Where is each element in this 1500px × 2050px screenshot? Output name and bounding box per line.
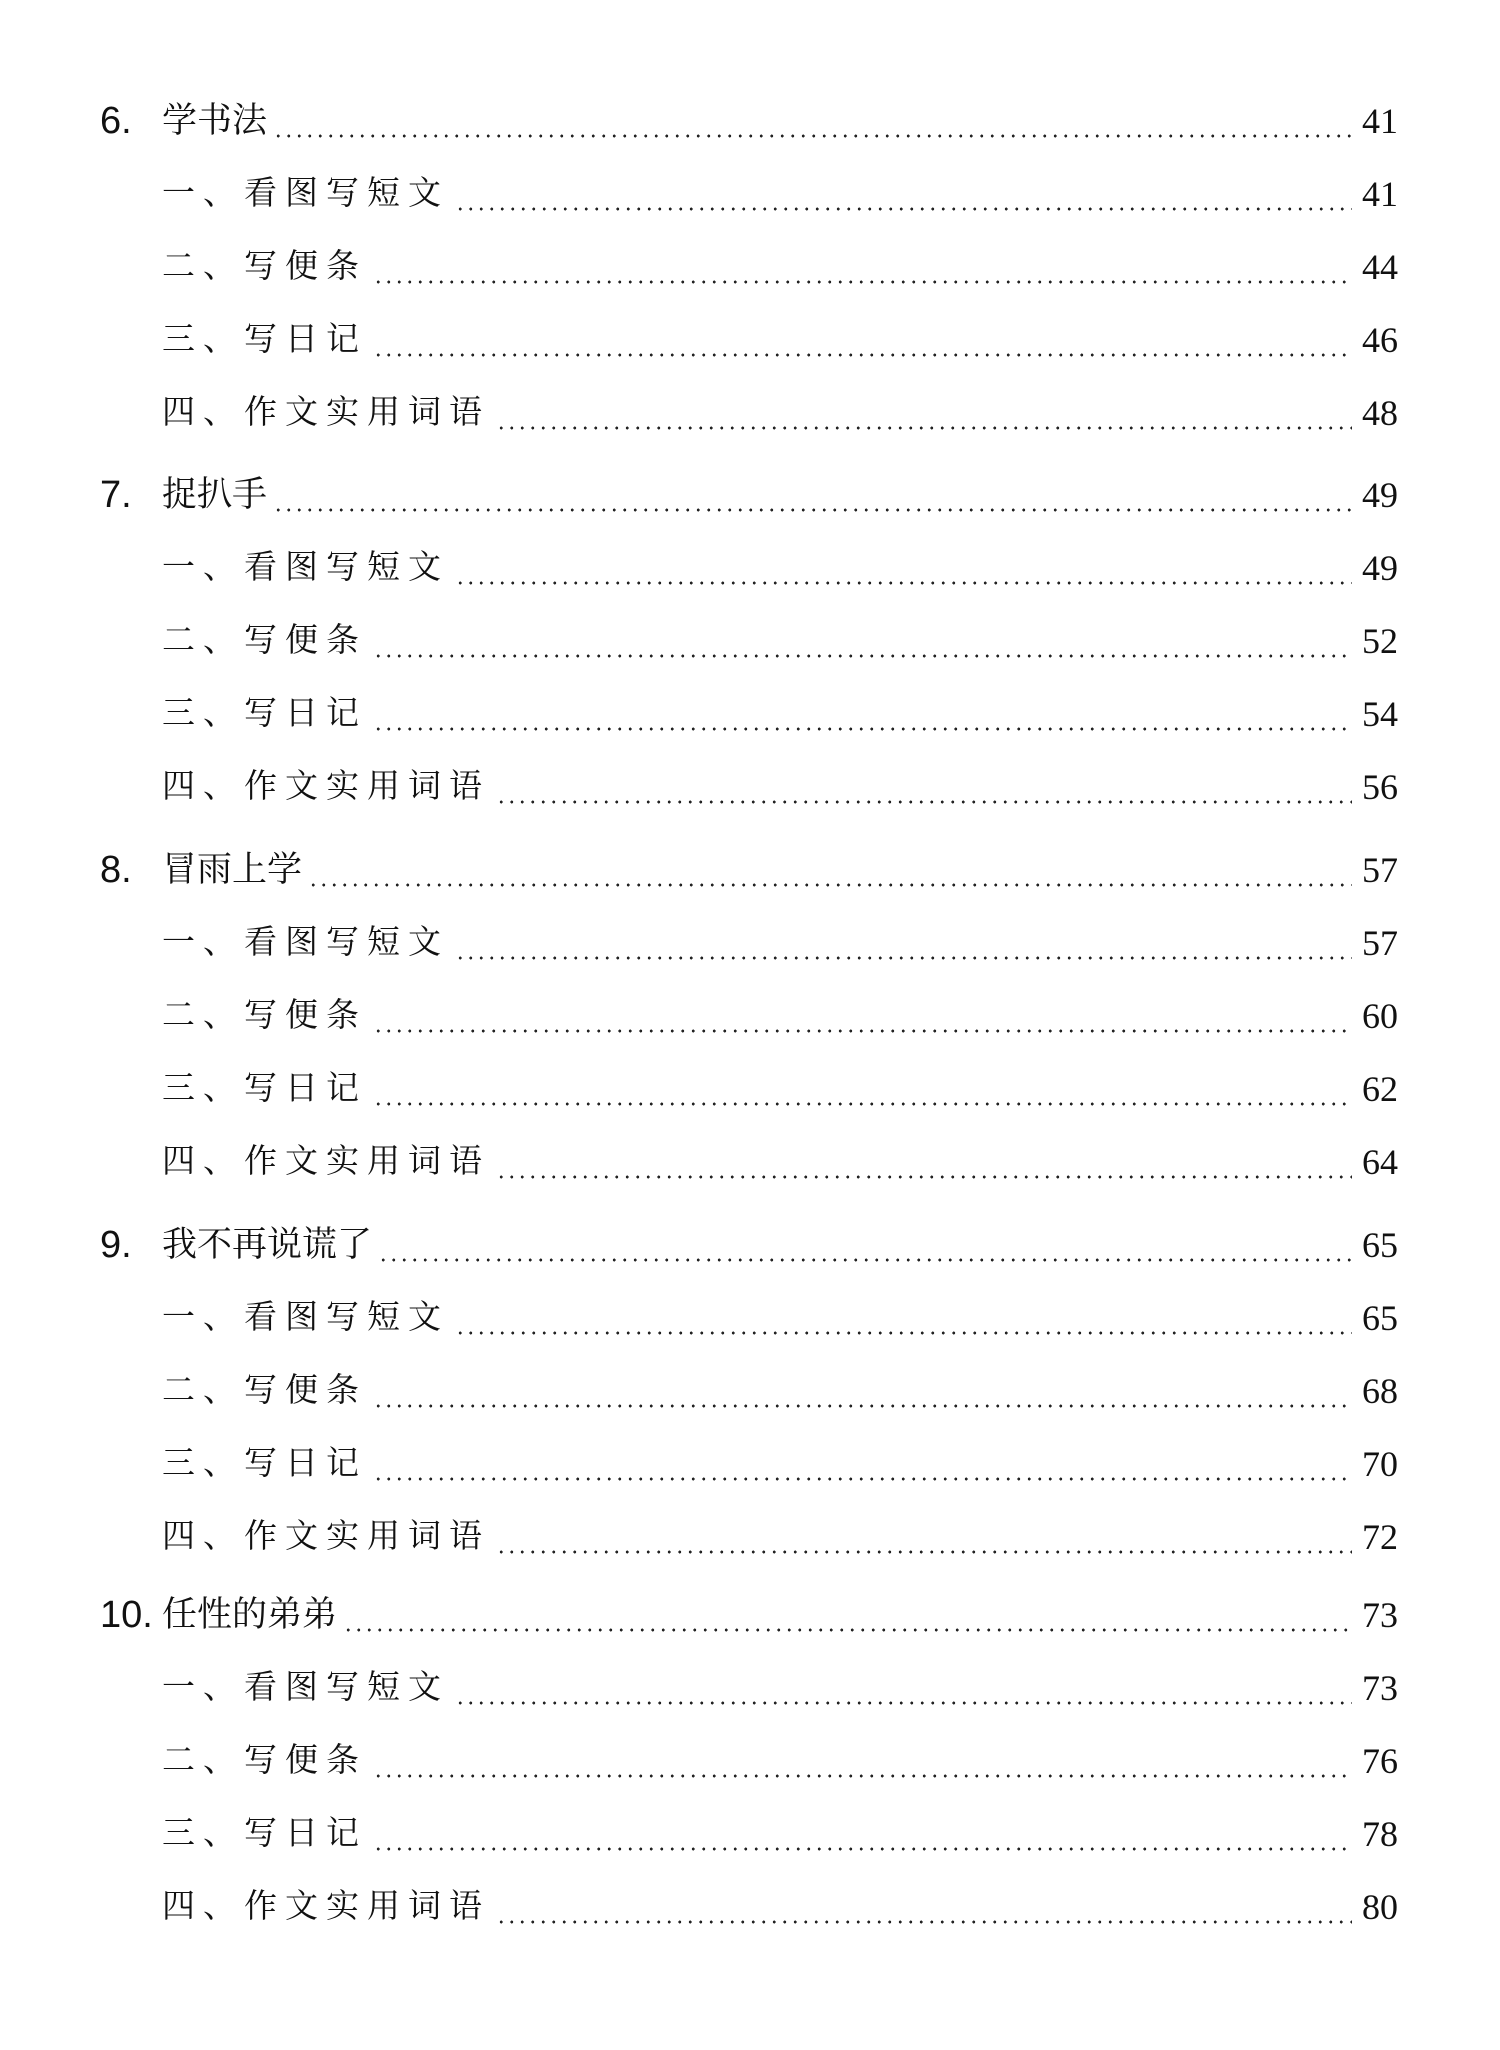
chapter-number: 9. [100,1224,132,1266]
page-number: 46 [1362,320,1398,360]
toc-chapter-9[interactable] [100,1223,1398,1267]
chapter-label [100,473,267,517]
chapter-number: 6. [100,100,132,142]
dot-leader [373,318,1352,362]
dot-leader [496,391,1352,435]
toc-section[interactable] [162,245,1398,289]
toc-section[interactable] [162,1812,1398,1856]
toc-section[interactable] [162,619,1398,663]
section-title: 二、写便条 [162,249,367,285]
toc-section[interactable] [162,1442,1398,1486]
page-number: 56 [1362,767,1398,807]
toc-section[interactable] [162,1666,1398,1710]
section-title: 二、写便条 [162,623,367,659]
page-number: 72 [1362,1517,1398,1557]
dot-leader [273,473,1352,517]
section-title: 一、看图写短文 [162,1670,449,1706]
toc-section[interactable] [162,921,1398,965]
chapter-title: 我不再说谎了 [162,1225,373,1264]
chapter-title: 捉扒手 [162,475,268,514]
dot-leader [496,1885,1352,1929]
toc-chapter-7[interactable] [100,473,1398,517]
section-title: 四、作文实用词语 [162,395,490,431]
page-number: 60 [1362,996,1398,1036]
section-title: 四、作文实用词语 [162,1889,490,1925]
dot-leader [378,1223,1352,1267]
chapter-label [100,99,267,143]
toc-section[interactable] [162,1739,1398,1783]
dot-leader [373,245,1352,289]
dot-leader [373,1442,1352,1486]
toc-section[interactable] [162,318,1398,362]
page-number: 78 [1362,1814,1398,1854]
toc-section[interactable] [162,172,1398,216]
dot-leader [455,1296,1352,1340]
dot-leader [373,1739,1352,1783]
page-number: 49 [1362,475,1398,515]
dot-leader [308,848,1352,892]
dot-leader [373,1369,1352,1413]
page-number: 52 [1362,621,1398,661]
section-title: 三、写日记 [162,1071,367,1107]
toc-section[interactable] [162,765,1398,809]
toc-section[interactable] [162,1369,1398,1413]
page-number: 76 [1362,1741,1398,1781]
dot-leader [496,1140,1352,1184]
toc-section[interactable] [162,692,1398,736]
toc-chapter-8[interactable] [100,848,1398,892]
page-number: 80 [1362,1887,1398,1927]
page-number: 57 [1362,850,1398,890]
page-number: 41 [1362,174,1398,214]
dot-leader [373,619,1352,663]
page-number: 49 [1362,548,1398,588]
toc-section[interactable] [162,391,1398,435]
page-number: 48 [1362,393,1398,433]
toc-section[interactable] [162,1296,1398,1340]
section-title: 二、写便条 [162,998,367,1034]
dot-leader [373,994,1352,1038]
chapter-label [100,1223,372,1267]
dot-leader [373,692,1352,736]
page-number: 73 [1362,1595,1398,1635]
section-title: 三、写日记 [162,1816,367,1852]
section-title: 四、作文实用词语 [162,769,490,805]
page-number: 70 [1362,1444,1398,1484]
dot-leader [455,546,1352,590]
page-number: 62 [1362,1069,1398,1109]
page-number: 57 [1362,923,1398,963]
page-number: 73 [1362,1668,1398,1708]
chapter-label [100,1593,337,1637]
toc-section[interactable] [162,1515,1398,1559]
section-title: 四、作文实用词语 [162,1144,490,1180]
toc-section[interactable] [162,1140,1398,1184]
section-title: 二、写便条 [162,1373,367,1409]
section-title: 二、写便条 [162,1743,367,1779]
dot-leader [496,1515,1352,1559]
section-title: 三、写日记 [162,1446,367,1482]
dot-leader [455,172,1352,216]
page-number: 54 [1362,694,1398,734]
page-number: 65 [1362,1298,1398,1338]
toc-section[interactable] [162,1067,1398,1111]
section-title: 一、看图写短文 [162,925,449,961]
dot-leader [273,99,1352,143]
section-title: 一、看图写短文 [162,1300,449,1336]
section-title: 三、写日记 [162,696,367,732]
section-title: 一、看图写短文 [162,550,449,586]
dot-leader [343,1593,1352,1637]
section-title: 一、看图写短文 [162,176,449,212]
chapter-number: 7. [100,474,132,516]
chapter-label [100,848,302,892]
section-title: 三、写日记 [162,322,367,358]
section-title: 四、作文实用词语 [162,1519,490,1555]
chapter-number: 10. [100,1594,153,1636]
page-number: 64 [1362,1142,1398,1182]
toc-chapter-10[interactable] [100,1593,1398,1637]
toc-section[interactable] [162,1885,1398,1929]
page-number: 41 [1362,101,1398,141]
dot-leader [373,1067,1352,1111]
chapter-title: 任性的弟弟 [162,1595,338,1634]
page-number: 44 [1362,247,1398,287]
chapter-title: 学书法 [162,101,268,140]
toc-chapter-6[interactable] [100,99,1398,143]
dot-leader [455,921,1352,965]
chapter-number: 8. [100,849,132,891]
toc-section[interactable] [162,546,1398,590]
dot-leader [455,1666,1352,1710]
dot-leader [373,1812,1352,1856]
page-number: 65 [1362,1225,1398,1265]
page-number: 68 [1362,1371,1398,1411]
chapter-title: 冒雨上学 [162,850,303,889]
toc-section[interactable] [162,994,1398,1038]
dot-leader [496,765,1352,809]
